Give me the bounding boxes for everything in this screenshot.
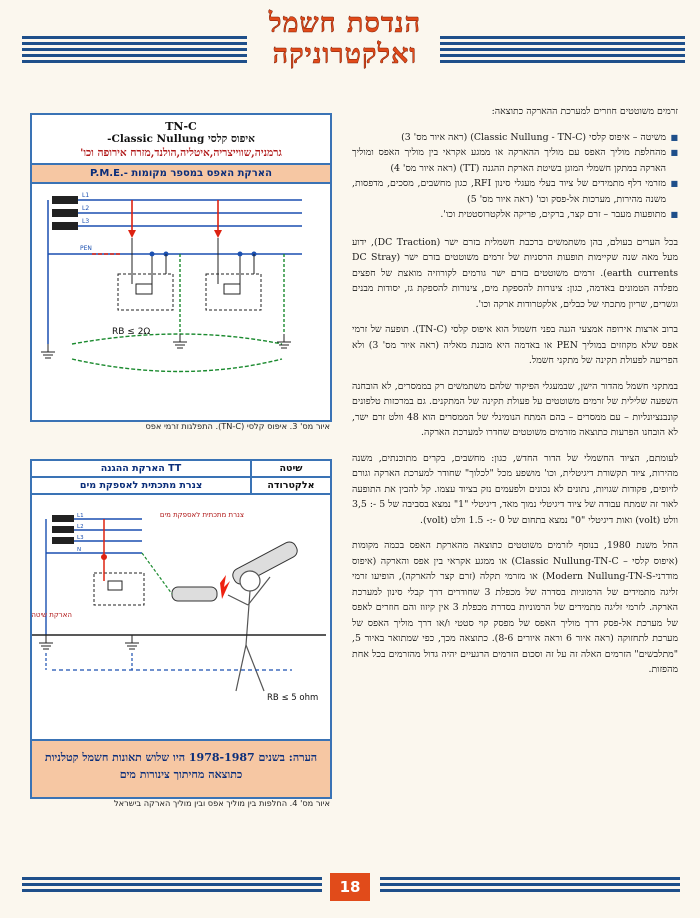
rb-label: RB ≤ 5 ohm	[267, 693, 319, 703]
worker-figure	[228, 571, 270, 691]
figure-3-countries: גרמניה,שווייצריה,איטליה,הולנד,מזרח אירופה וכו'	[80, 147, 282, 159]
paragraph: החל משנת 1980, בנוסף לזרמים משוטטים כתוצאה מהארקת האפס בכמה מקומות (איפוס קלסי – Classic Nullung-TN-C) או ממגע אקראי בין אפס והארקה (איפוס מודרני-Modern Nullung-TN-S) או מזרמי תקלה (זרם קצר להארקה), הופיעו זרמי זליגה מתמידים של הרמוניות בסדרה של מכפלת 3 שחודרים דרך קבלי סינון למערכת הארקה. לזרמי זליגה מתמידים של הרמוניות בסדרת מכפלת 3 אין קיזוז והם חוזרים לאפס של מערכת אל-פסק דרך מוליך האפס של מפסק קוי סטטי ו/או דרך מוליך האפס של מערכת לתחזוקה (ראה איור 6 וראה איורים 8-6). כתוצאה מכך, כפי שמתואר באיור 5, "מתלבשים" הזרמים האלה זה על זה וסכום הזרמים הרגעיים יהיה גדול מהזרמים בכל אחת מהפזות.	[352, 540, 678, 675]
transformer-coils	[52, 196, 78, 230]
row-electrode-key: אלקטרודה	[251, 477, 330, 494]
paragraph: במתקני חשמל מהדור הישן, שבמעגלי הפיקוד שלהם משתמשים רק בממסרים, לא הובחנה השפעה שלילית של זרמים משוטטים על פעולת תקינה של המתקנים. גם במרכזות טלפונים קונבנציונליות – עם ממסרים – בהם המתח הנומינלי של הממסרים הוא 48 וולט זרם ישר, לא הובחנו הפרעות כתוצאה מזרמים משוטטים שחדרו למערכת הארקה.	[352, 380, 678, 438]
header-bars-left	[22, 36, 247, 66]
list-item: ■ משיטה – איפוס קלסי (Classic Nullung - TN-C) (ראה איור מס' 3)	[352, 130, 678, 146]
load-2	[206, 238, 261, 310]
article-column	[352, 104, 678, 688]
paragraph: בכל הערים בעולם, בהן משתמשים ברכבת חשמלית בזרם ישר (DC Traction), ידוע מעל מאה שנה שקיימות תופעות הרסניות של זרמים משוטטים בזרם ישר (DC Stray earth currents). זרמים משוטטים בזרם ישר גורמים לקורוזיה מואצת של חפצים מפלדה הטמונים באדמה, כגון: צינורות להספקת מים, צינורות להספקת גז, יסודות מבנים וגשרים, שריון מתכתי של כבלים, אלקטרודות ארקה וכו'.	[352, 236, 679, 310]
figure-4-table	[32, 461, 330, 495]
row-electrode-value: צנרת מתכתית לאספקת מים	[32, 477, 251, 494]
label-l1: L1	[77, 513, 84, 519]
table-row	[32, 461, 330, 477]
label-l3: L3	[82, 218, 90, 225]
figure-3-diagram	[32, 184, 326, 399]
figure-3-caption: איור מס' 3. איפוס קלסי (TN-C). התפלגות זרמי אפס	[145, 421, 330, 431]
figure-4-caption: איור מס' 4. החלפות בין מוליך אפס ובין מוליך הארקה בישראל	[113, 798, 330, 808]
row-method-key: שיטה	[251, 461, 330, 477]
title-line-2: ואלקטרוניקה	[272, 39, 418, 70]
label-n: N	[77, 547, 82, 553]
label-l2: L2	[82, 205, 90, 212]
bullet-list	[352, 130, 678, 223]
paragraph: לעומתם, הציוד החשמלי של הדור החדש, כגון: מחשבים, בקרים מתוכנתים, משנה מהירות, ציוד תקשורת דיגיטלית, וכו' מושפע מכל "לכלוך" שחודר למערכת הארקה וגורם לזיופים, פקודות שגויות, נתונים לא נכונים ולפעמים נזק בציוד עצמו. קל להבין את התופעה לאור זה שמתח עבודה של ציוד דיגיטלי נמוך מאד, דיגיטלי "1" נמצא בסביבה של 5 -: 3,5 וולט (volt) ואות דיגיטלי "0" נמצא בתחום של 0 -:- 1.5 וולט (volt).	[352, 452, 678, 526]
figure-3-header	[32, 120, 330, 159]
transformer-coils	[52, 515, 74, 544]
ground-label: הארקת שיטה	[32, 611, 72, 619]
figure-4-diagram	[32, 495, 326, 709]
list-item: ■ מהחלפת מוליך האפס עם מוליך ההארקה או ממגע אקראי בין מוליך האפס ומוליך הארקה במתקן חשמלי המוגן בשיטת הארקת ההגנה (TT) (ראה איור מס' 4)	[352, 145, 678, 176]
label-l1: L1	[82, 192, 90, 199]
footer-bars-left	[22, 877, 322, 895]
article-intro: זרמים משוטטים חוזרים למערכת ההארקה כתוצאה:	[491, 106, 678, 117]
figure-4-tt	[30, 459, 332, 799]
page-number: 18	[330, 873, 370, 901]
title-line-1: הנדסת חשמל	[268, 8, 422, 39]
list-item: ■ מתופעות מעבר – זרם קצר, ברקים, פריקה אלקטרוסטטית וכו'.	[352, 207, 678, 223]
label-l2: L2	[77, 524, 84, 530]
figure-4-note: הערה: בשנים 1978-1987 היו שלוש תאונות חשמל קטלניות כתוצאה מחיתוך צינורות מים	[32, 739, 330, 797]
label-l3: L3	[77, 535, 84, 541]
header-bars-right	[440, 36, 685, 66]
list-item: ■ מזרמי דלף מתמידים של ציוד בעלי מעגלי סינון RFI, כגון מחשבים, מסכים, מדפסות, משנה מהירות, מערכות אל-פסק וכו' (ראה איור מס' 5)	[352, 176, 678, 207]
pipe-label: צנרת מתכתית לאספקת מים	[159, 511, 244, 519]
page-header	[0, 0, 700, 80]
figure-3-title: TN-C	[165, 120, 197, 133]
rb-label: RB ≤ 2Ω	[112, 327, 151, 337]
magazine-title	[255, 8, 435, 70]
label-pen: PEN	[80, 245, 92, 252]
load-1	[118, 238, 173, 310]
row-method-value: TT הארקת ההגנה	[32, 461, 251, 477]
figure-3-band: הארקת האפס במספר מקומות -.P.M.E	[32, 163, 330, 184]
water-pipe	[172, 540, 300, 601]
footer-bars-right	[380, 877, 680, 895]
table-row	[32, 477, 330, 494]
page-footer	[0, 873, 700, 903]
figure-3-tn-c	[30, 113, 332, 422]
figure-3-subtitle: איפוס קלסי Classic Nullung-	[107, 133, 255, 145]
paragraph: ברוב ארצות אירופה אמצעי הגנה בפני חשמול הוא איפוס קלסי (TN-C). תופעה של זרמי אפס שלא מקוזזים במוליך PEN או באדמה היא מובנת מאליה (ראה איור מס' 3) ולא הפריעה לפעולת תקינה של מתקני חשמל.	[352, 324, 678, 366]
